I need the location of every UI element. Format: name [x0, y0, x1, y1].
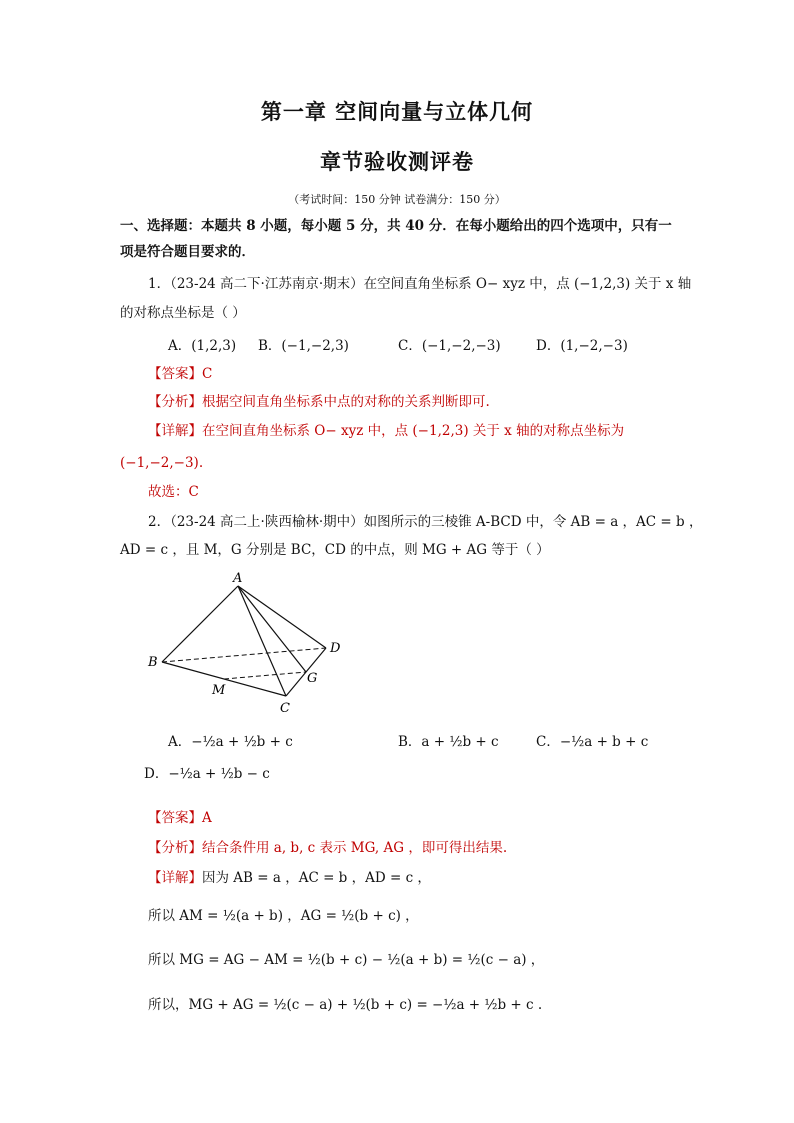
- tetrahedron-figure: [140, 568, 360, 718]
- q2-detail-label: 【详解】: [148, 870, 202, 886]
- q1-detail-line1: 在空间直角坐标系 O− xyz 中，点 (−1,2,3) 关于 x 轴的对称点坐标为: [202, 423, 625, 439]
- q1-answer-value: C: [202, 366, 213, 382]
- q2-option-c: C．−½a + b + c: [536, 734, 649, 750]
- label-m: M: [212, 683, 226, 698]
- q1-detail-line2: (−1,−2,−3).: [120, 455, 204, 471]
- label-g: G: [307, 671, 318, 686]
- q2-analysis: [148, 838, 507, 858]
- exam-note: （考试时间：150 分钟 试卷满分：150 分）: [288, 193, 506, 206]
- q2-answer: [148, 808, 212, 828]
- q1-option-b: B．(−1,−2,3): [258, 338, 349, 354]
- section-heading-line2: 项是符合题目要求的．: [120, 244, 255, 260]
- q1-conclusion: 故选：C: [148, 484, 199, 500]
- q1-analysis: [148, 392, 490, 412]
- q2-detail-line3: 所以 MG = AG − AM = ½(b + c) − ½(a + b) = ½(c − a) ，: [148, 952, 545, 968]
- q1-analysis-text: 根据空间直角坐标系中点的对称的关系判断即可.: [202, 394, 490, 410]
- q1-option-a: A．(1,2,3): [168, 338, 237, 354]
- q1-analysis-label: 【分析】: [148, 394, 202, 410]
- q2-stem-line2: AD = c ，且 M，G 分别是 BC，CD 的中点，则 MG + AG 等于（ ）: [120, 542, 550, 558]
- q1-detail-label: 【详解】: [148, 423, 202, 439]
- q2-analysis-label: 【分析】: [148, 840, 202, 856]
- q2-analysis-text: 结合条件用 a, b, c 表示 MG, AG ，即可得出结果.: [202, 840, 508, 856]
- segment-ag: [238, 586, 306, 672]
- page-title: 第一章 空间向量与立体几何: [260, 100, 534, 124]
- segment-mg-hidden: [224, 672, 306, 679]
- label-c: C: [280, 701, 290, 716]
- q2-detail-line4: 所以，MG + AG = ½(c − a) + ½(b + c) = −½a + ½b + c .: [148, 997, 543, 1013]
- section-heading-line1: 一、选择题：本题共 8 小题，每小题 5 分，共 40 分．在每小题给出的四个选项中，只有一: [120, 218, 672, 234]
- q1-answer-label: 【答案】: [148, 366, 202, 382]
- q1-stem-line1: 1．（23-24 高二下·江苏南京·期末）在空间直角坐标系 O− xyz 中，点 (−1,2,3) 关于 x 轴: [148, 276, 692, 292]
- q2-answer-label: 【答案】: [148, 810, 202, 826]
- q2-answer-value: A: [202, 810, 212, 826]
- q2-option-a: A．−½a + ½b + c: [168, 734, 293, 750]
- q2-option-b: B．a + ½b + c: [398, 734, 499, 750]
- q1-option-d: D．(1,−2,−3): [536, 338, 628, 354]
- page-subtitle: 章节验收测评卷: [320, 150, 474, 174]
- q2-detail-line2: 所以 AM = ½(a + b) ，AG = ½(b + c) ，: [148, 908, 419, 924]
- q2-option-d: D．−½a + ½b − c: [144, 766, 270, 782]
- q1-stem-line2: 的对称点坐标是（ ）: [120, 305, 246, 321]
- q1-answer: [148, 364, 212, 384]
- q2-detail-line1: 因为 AB = a ，AC = b ，AD = c ，: [202, 870, 431, 886]
- q2-detail: [148, 868, 431, 888]
- edge-bd-hidden: [162, 648, 326, 662]
- q2-stem-line1: 2．（23-24 高二上·陕西榆林·期中）如图所示的三棱锥 A-BCD 中，令 AB = a ，AC = b ，: [148, 514, 703, 530]
- label-b: B: [148, 655, 158, 670]
- label-d: D: [330, 641, 341, 656]
- q1-option-c: C．(−1,−2,−3): [398, 338, 501, 354]
- q1-detail: [148, 421, 624, 441]
- edge-ab: [162, 586, 238, 662]
- label-a: A: [233, 571, 243, 586]
